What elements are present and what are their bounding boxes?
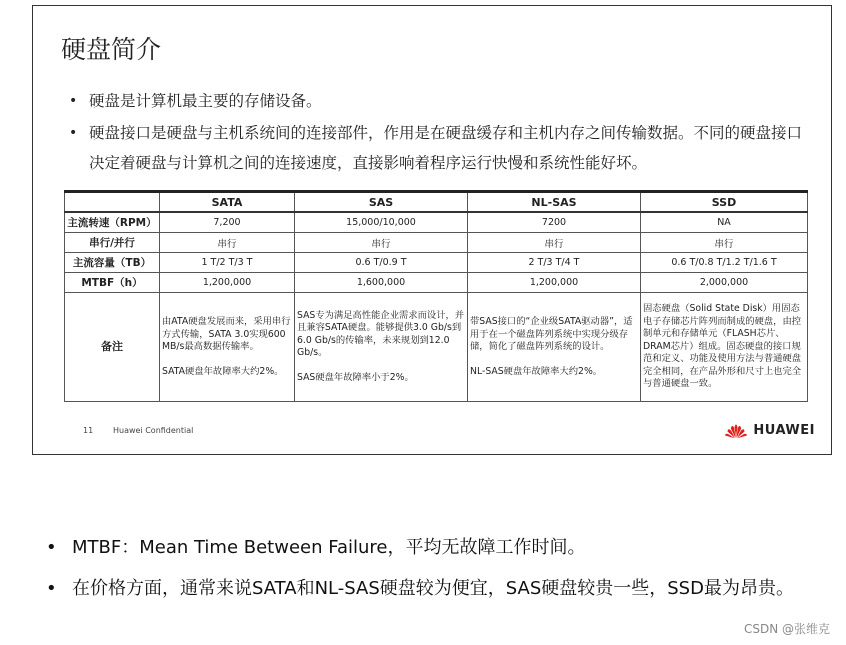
notes-cell [160, 293, 295, 402]
notes-cell [468, 293, 641, 402]
table-row [65, 273, 808, 293]
logo-text: HUAWEI [753, 422, 815, 438]
row-header: 主流容量（TB） [65, 253, 160, 273]
table-cell: 串行 [295, 233, 468, 253]
page-number: 11 [83, 426, 94, 435]
table-cell: 15,000/10,000 [295, 212, 468, 233]
bullet-item [69, 86, 809, 116]
table-header-row [65, 192, 808, 213]
note-paragraph: SAS专为满足高性能企业需求而设计，并且兼容SATA硬盘。能够提供3.0 Gb/s到6.0 Gb/s的传输率，未来规划到12.0 Gb/s。 [297, 309, 465, 359]
bullet-text: 硬盘是计算机最主要的存储设备。 [89, 92, 322, 110]
table-cell: 2 T/3 T/4 T [468, 253, 641, 273]
slide-frame [32, 5, 832, 455]
bullet-dot-icon: • [46, 537, 57, 558]
table-cell: 串行 [160, 233, 295, 253]
bullet-text: MTBF：Mean Time Between Failure，平均无故障工作时间。 [72, 537, 586, 558]
table-cell: 7,200 [160, 212, 295, 233]
column-header: SAS [295, 192, 468, 213]
note-paragraph: SATA硬盘年故障率大约2%。 [162, 365, 284, 377]
table-cell: 0.6 T/0.8 T/1.2 T/1.6 T [641, 253, 808, 273]
note-paragraph: SAS硬盘年故障率小于2%。 [297, 371, 414, 383]
bullet-dot-icon: • [69, 125, 78, 141]
table-row [65, 212, 808, 233]
note-paragraph: 由ATA硬盘发展而来，采用串行方式传输，SATA 3.0实现600 MB/s最高数据传输率。 [162, 316, 291, 352]
table-corner-cell [65, 192, 160, 213]
table-cell: 1,200,000 [160, 273, 295, 293]
row-header: MTBF（h） [65, 273, 160, 293]
table-cell: 2,000,000 [641, 273, 808, 293]
table-cell: 串行 [641, 233, 808, 253]
note-paragraph: NL-SAS硬盘年故障率大约2%。 [470, 365, 603, 377]
bullet-text: 在价格方面，通常来说SATA和NL-SAS硬盘较为便宜，SAS硬盘较贵一些，SSD最为昂贵。 [72, 578, 794, 599]
row-header: 主流转速（RPM） [65, 212, 160, 233]
table-cell: 0.6 T/0.9 T [295, 253, 468, 273]
table-row [65, 253, 808, 273]
table-cell: 串行 [468, 233, 641, 253]
row-header: 备注 [65, 293, 160, 402]
bullet-item [69, 118, 809, 178]
table-cell: 1,600,000 [295, 273, 468, 293]
bullet-dot-icon: • [46, 578, 57, 599]
confidential-label: Huawei Confidential [113, 426, 194, 435]
table-cell: NA [641, 212, 808, 233]
note-paragraph: 带SAS接口的“企业级SATA驱动器”，适用于在一个磁盘阵列系统中实现分级存储，简化了磁盘阵列系统的设计。 [470, 316, 633, 352]
disk-comparison-table [64, 190, 808, 402]
huawei-logo [724, 421, 815, 439]
table-row-notes [65, 293, 808, 402]
slide-title: 硬盘简介 [61, 35, 162, 64]
table-row [65, 233, 808, 253]
column-header: NL-SAS [468, 192, 641, 213]
table-cell: 1,200,000 [468, 273, 641, 293]
table-cell: 7200 [468, 212, 641, 233]
notes-cell [641, 293, 808, 402]
bullet-item [46, 532, 806, 564]
huawei-flower-icon [724, 421, 748, 439]
bullet-dot-icon: • [69, 93, 78, 109]
row-header: 串行/并行 [65, 233, 160, 253]
bullet-text: 硬盘接口是硬盘与主机系统间的连接部件，作用是在硬盘缓存和主机内存之间传输数据。不同的硬盘接口决定着硬盘与计算机之间的连接速度，直接影响着程序运行快慢和系统性能好坏。 [89, 124, 803, 172]
notes-cell [295, 293, 468, 402]
note-paragraph: 固态硬盘（Solid State Disk）用固态电子存储芯片阵列而制成的硬盘，由控制单元和存储单元（FLASH芯片、DRAM芯片）组成。固态硬盘的接口规范和定义、功能及使用方法与普通硬盘完全相同，在产品外形和尺寸上也完全与普通硬盘一致。 [643, 303, 802, 390]
column-header: SSD [641, 192, 808, 213]
bullet-item [46, 573, 806, 605]
table-cell: 1 T/2 T/3 T [160, 253, 295, 273]
csdn-watermark: CSDN @张维克 [743, 622, 830, 636]
column-header: SATA [160, 192, 295, 213]
